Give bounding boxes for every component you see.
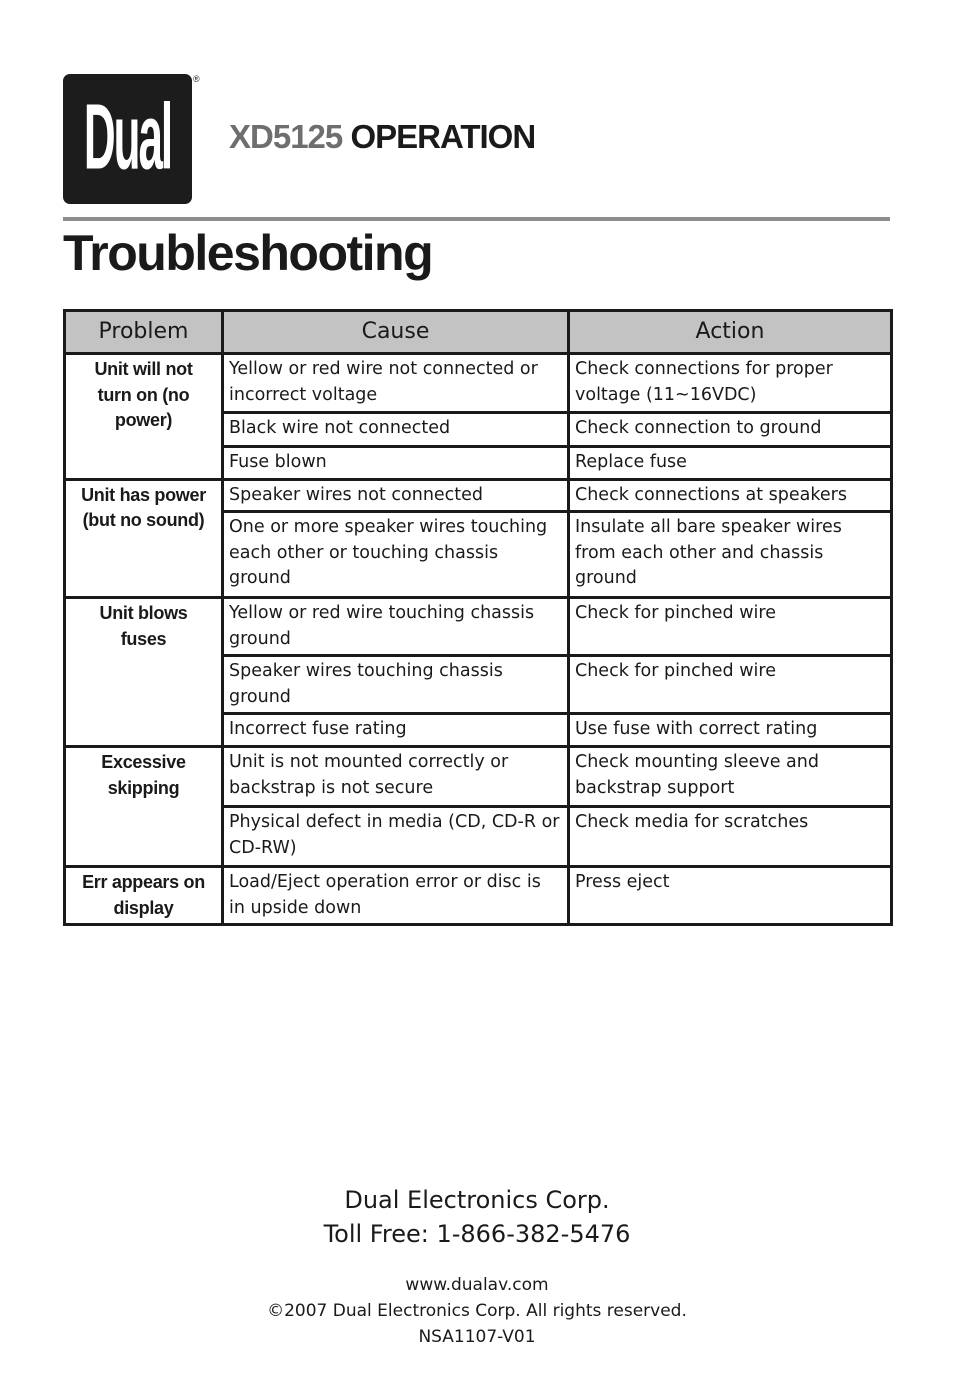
cause-cell: Yellow or red wire touching chassis ground	[223, 598, 569, 656]
column-header-action: Action	[569, 311, 892, 354]
troubleshooting-table	[63, 309, 893, 926]
header-divider	[63, 217, 890, 221]
cause-cell: Black wire not connected	[223, 413, 569, 447]
operation-label: OPERATION	[350, 118, 536, 155]
action-cell: Use fuse with correct rating	[569, 714, 892, 747]
copyright-notice: ©2007 Dual Electronics Corp. All rights reserved.	[267, 1301, 687, 1321]
action-cell: Check connections for proper voltage (11~16VDC)	[569, 354, 892, 413]
cause-cell: One or more speaker wires touching each other or touching chassis ground	[223, 512, 569, 598]
cause-cell: Yellow or red wire not connected or incorrect voltage	[223, 354, 569, 413]
action-cell: Check for pinched wire	[569, 656, 892, 714]
table-row	[65, 479, 892, 512]
cause-cell: Physical defect in media (CD, CD-R or CD-RW)	[223, 807, 569, 867]
footer-info	[0, 1272, 954, 1350]
model-number: XD5125	[229, 118, 343, 155]
cause-cell: Speaker wires touching chassis ground	[223, 656, 569, 714]
cause-cell: Unit is not mounted correctly or backstrap is not secure	[223, 747, 569, 807]
problem-cell: Unit will not turn on (no power)	[65, 354, 223, 480]
table-row	[65, 354, 892, 413]
column-header-problem: Problem	[65, 311, 223, 354]
column-header-cause: Cause	[223, 311, 569, 354]
logo-text: Dual	[83, 86, 172, 190]
table-row	[65, 598, 892, 656]
registered-mark: ®	[193, 74, 200, 84]
page-title: Troubleshooting	[63, 225, 433, 281]
action-cell: Check for pinched wire	[569, 598, 892, 656]
cause-cell: Speaker wires not connected	[223, 479, 569, 512]
table-header-row	[65, 311, 892, 354]
cause-cell: Load/Eject operation error or disc is in upside down	[223, 867, 569, 925]
company-contact	[0, 1183, 954, 1251]
problem-cell: Unit has power (but no sound)	[65, 479, 223, 598]
problem-cell: Err appears on display	[65, 867, 223, 925]
cause-cell: Incorrect fuse rating	[223, 714, 569, 747]
table-row	[65, 747, 892, 807]
problem-cell: Unit blows fuses	[65, 598, 223, 747]
part-number: NSA1107-V01	[418, 1327, 536, 1347]
table-row	[65, 867, 892, 925]
action-cell: Insulate all bare speaker wires from each other and chassis ground	[569, 512, 892, 598]
company-name: Dual Electronics Corp.	[344, 1186, 610, 1214]
document-title	[229, 118, 535, 156]
action-cell: Check connections at speakers	[569, 479, 892, 512]
cause-cell: Fuse blown	[223, 447, 569, 480]
action-cell: Check connection to ground	[569, 413, 892, 447]
problem-cell: Excessive skipping	[65, 747, 223, 867]
dual-logo	[63, 74, 192, 204]
action-cell: Press eject	[569, 867, 892, 925]
action-cell: Replace fuse	[569, 447, 892, 480]
action-cell: Check mounting sleeve and backstrap support	[569, 747, 892, 807]
toll-free-number: Toll Free: 1-866-382-5476	[323, 1220, 631, 1248]
website-link[interactable]: www.dualav.com	[405, 1275, 549, 1295]
action-cell: Check media for scratches	[569, 807, 892, 867]
